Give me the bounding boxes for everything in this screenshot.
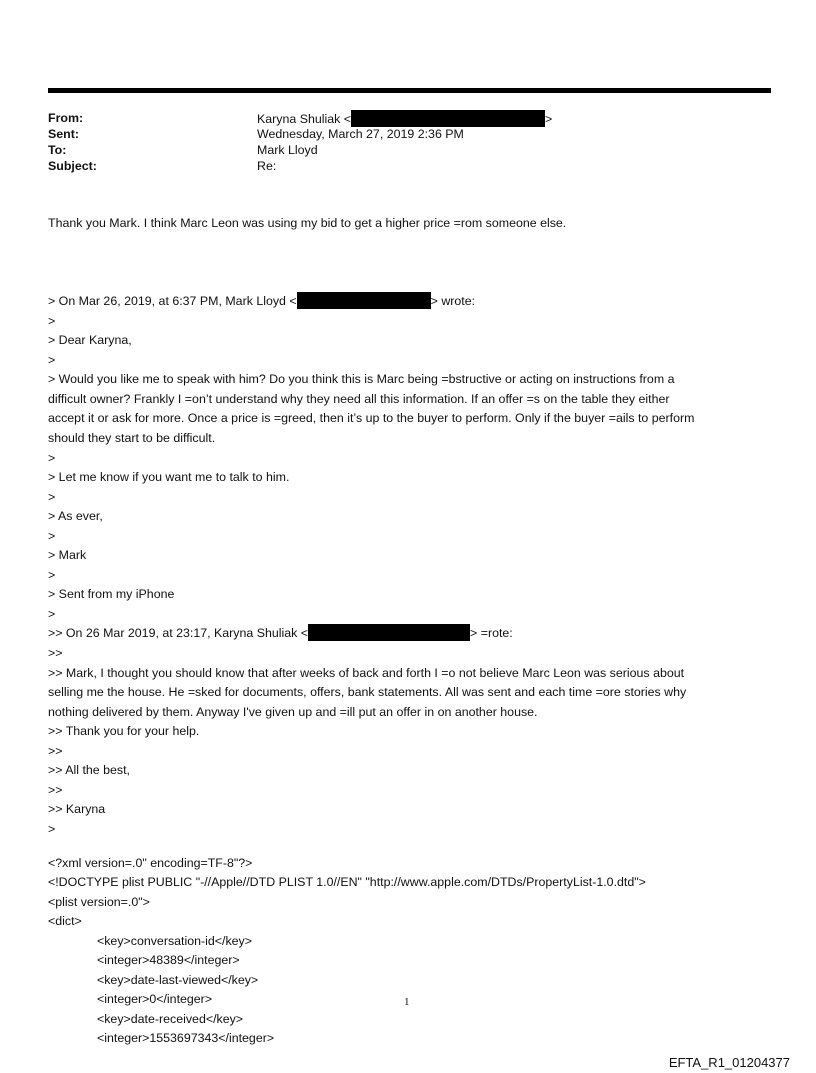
text-line: <integer>48389</integer> (97, 953, 240, 968)
text-line: <key>conversation-id</key> (97, 933, 252, 948)
document-id: EFTA_R1_01204377 (668, 1055, 790, 1070)
text-line: > (48, 450, 56, 465)
text-line: nothing delivered by them. Anyway I've given up and =ill put an offer in on another house. (48, 704, 538, 719)
text-line: > (48, 528, 56, 543)
from-value (257, 110, 552, 126)
quote-header-2 (48, 624, 778, 644)
subject-value: Re: (257, 159, 277, 173)
text-line: should they start to be difficult. (48, 431, 216, 446)
subject-label: Subject: (48, 159, 97, 173)
text-line: >> Mark, I thought you should know that after weeks of back and forth I =o not believe Marc Leon was serious about (48, 665, 685, 680)
email-header (48, 110, 552, 174)
email-body (48, 214, 778, 1049)
quote2-start: >> On 26 Mar 2019, at 23:17, Karyna Shuliak < (48, 626, 309, 641)
text-line: > (48, 606, 56, 621)
text-line: > (48, 489, 56, 504)
text-line: <key>date-received</key> (97, 1011, 244, 1026)
page-number: 1 (404, 996, 410, 1008)
text-line: > (48, 313, 56, 328)
intro-line: Thank you Mark. I think Marc Leon was using my bid to get a higher price =rom someone else. (48, 216, 567, 230)
text-line: <key>date-last-viewed</key> (97, 972, 259, 987)
from-name: Karyna Shuliak < (257, 112, 352, 126)
text-line: >> Thank you for your help. (48, 724, 200, 739)
text-line: > (48, 821, 56, 836)
redaction (351, 110, 545, 127)
text-line: >> (48, 782, 63, 797)
quote-header-1 (48, 292, 778, 312)
text-line: > Dear Karyna, (48, 333, 132, 348)
text-line: > As ever, (48, 509, 103, 524)
sent-value: Wednesday, March 27, 2019 2:36 PM (257, 127, 464, 141)
text-line: accept it or ask for more. Once a price is =greed, then it’s up to the buyer to perform. Only if the buyer =ails to perform (48, 411, 695, 426)
quote1-end: > wrote: (430, 294, 476, 309)
text-line: <plist version=.0"> (48, 894, 150, 909)
text-line: >> (48, 743, 63, 758)
quote1-start: > On Mar 26, 2019, at 6:37 PM, Mark Lloyd < (48, 294, 297, 309)
quote2-end: > =rote: (470, 626, 513, 641)
text-line: >> (48, 646, 63, 661)
text-line: >> Karyna (48, 802, 106, 817)
to-value: Mark Lloyd (257, 143, 318, 157)
text-line: > (48, 567, 56, 582)
from-label: From: (48, 111, 84, 125)
text-line: > Sent from my iPhone (48, 587, 175, 602)
text-line: >> All the best, (48, 763, 130, 778)
redaction (297, 292, 431, 309)
text-line: <integer>1553697343</integer> (97, 1031, 275, 1046)
text-line: <dict> (48, 914, 82, 929)
text-line: > Mark (48, 548, 87, 563)
text-line: <?xml version=.0" encoding=TF-8"?> (48, 855, 253, 870)
to-label: To: (48, 143, 67, 157)
text-line: <!DOCTYPE plist PUBLIC "-//Apple//DTD PLIST 1.0//EN" "http://www.apple.com/DTDs/PropertyList-1.0.dtd"> (48, 875, 646, 890)
text-line: > Let me know if you want me to talk to him. (48, 470, 290, 485)
text-line: > (48, 352, 56, 367)
sent-label: Sent: (48, 127, 79, 141)
text-line: <integer>0</integer> (97, 992, 213, 1007)
redaction (308, 624, 470, 641)
from-end: > (545, 112, 553, 126)
text-line: difficult owner? Frankly I =on’t understand why they need all this information. If an offer =s on the table they either (48, 391, 670, 406)
header-rule (48, 88, 771, 93)
text-line: > Would you like me to speak with him? Do you think this is Marc being =bstructive or acting on instructions from a (48, 372, 675, 387)
text-line: selling me the house. He =sked for documents, offers, bank statements. All was sent and each time =ore stories why (48, 685, 687, 700)
